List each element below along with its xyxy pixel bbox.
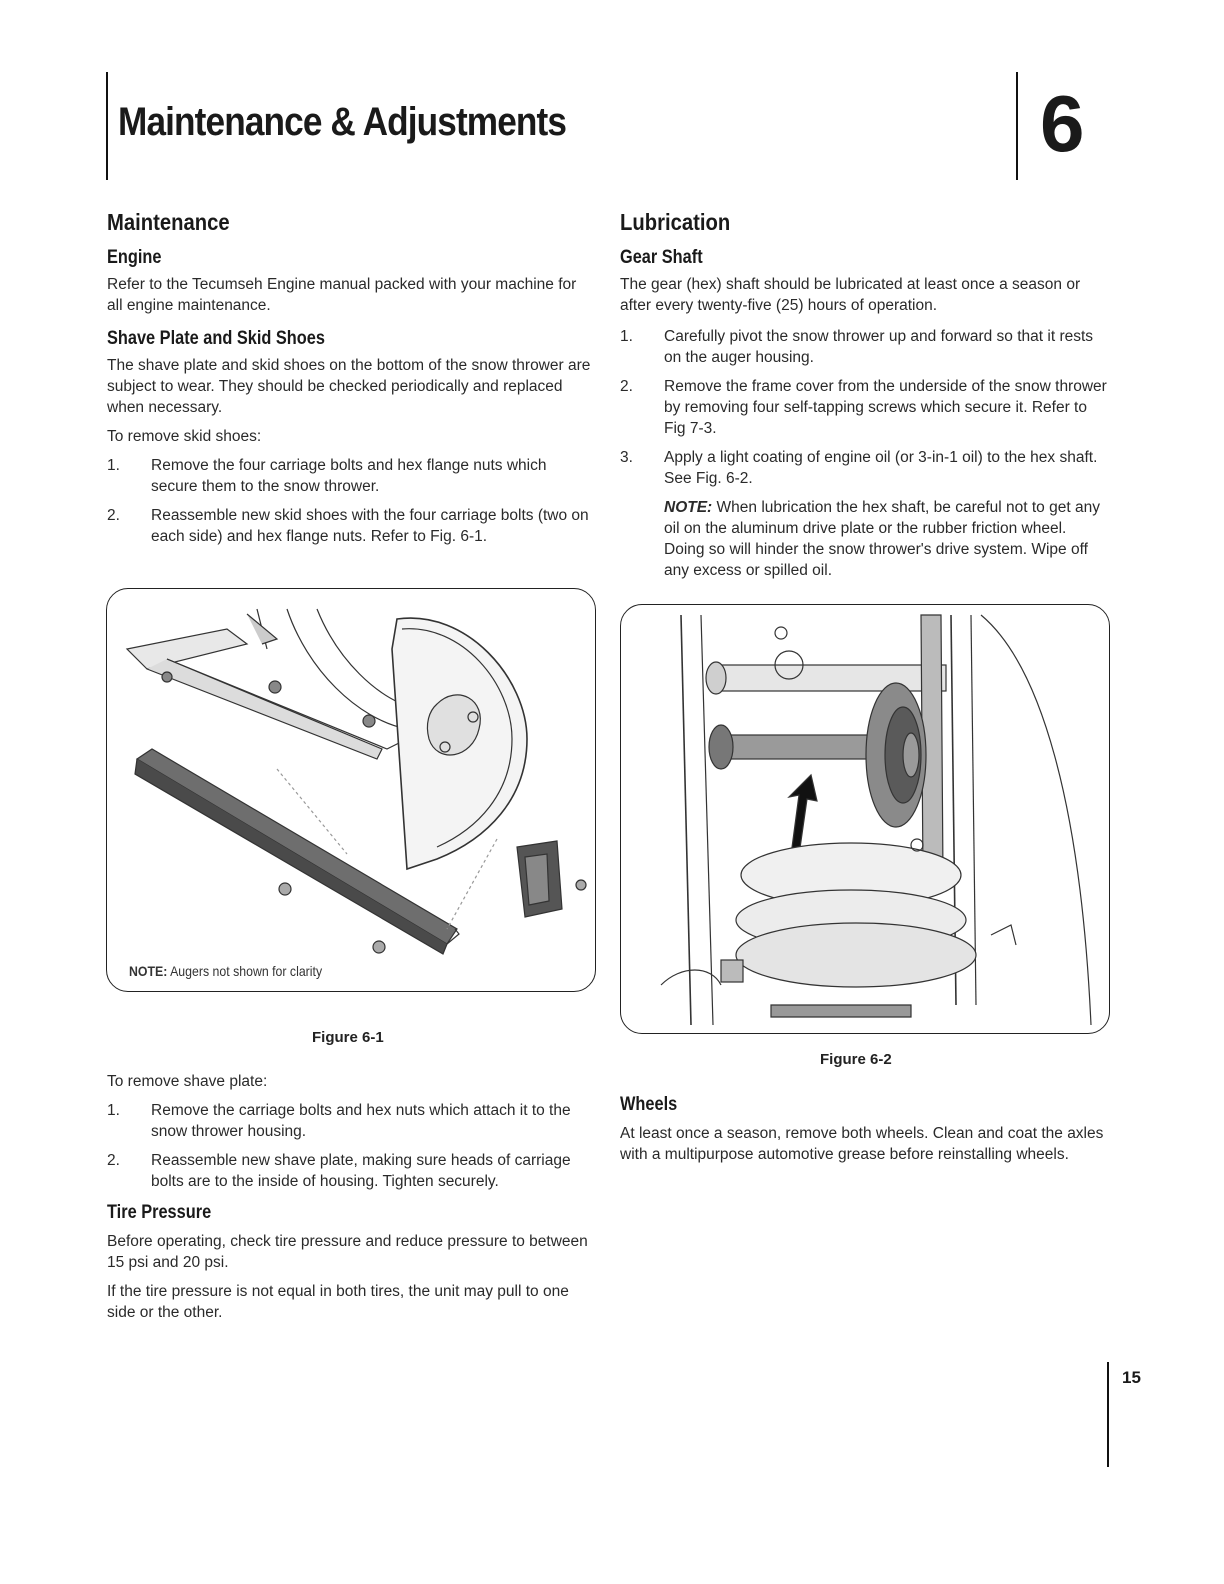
shave-plate-heading: Shave Plate and Skid Shoes [107,328,325,349]
gear-shaft-text: The gear (hex) shaft should be lubricated at least once a season or after every twenty-five (25) hours of operation. [620,276,1081,314]
skid-intro: To remove skid shoes: [107,428,262,445]
page-number-rule [1107,1362,1109,1467]
page-title: Maintenance & Adjustments [118,100,567,144]
tire-text-1: Before operating, check tire pressure and reduce pressure to between 15 psi and 20 psi. [107,1233,588,1271]
list-item: 1. Remove the four carriage bolts and hex flange nuts which secure them to the snow thrower. [107,457,547,495]
figure-6-2-caption: Figure 6-2 [820,1051,892,1068]
list-item: 3. Apply a light coating of engine oil (or 3-in-1 oil) to the hex shaft. See Fig. 6-2. [620,449,1098,487]
skid-steps [107,455,592,547]
skid-shoe-illustration [107,589,595,991]
left-column-top [107,209,592,555]
gear-shaft-illustration [621,605,1109,1033]
list-item: 2. Reassemble new skid shoes with the four carriage bolts (two on each side) and hex flange nuts. Refer to Fig. 6-1. [107,507,589,545]
tire-text-2: If the tire pressure is not equal in both tires, the unit may pull to one side or the other. [107,1283,569,1321]
engine-heading: Engine [107,247,162,268]
page-number: 15 [1122,1368,1141,1387]
lubrication-note: NOTE: When lubrication the hex shaft, be careful not to get any oil on the aluminum drive plate or the rubber friction wheel. Doing so will hinder the snow thrower's drive system. Wipe off any excess or spilled oil. [664,499,1100,579]
figure-note: NOTE: Augers not shown for clarity [129,963,323,979]
list-item: 1. Carefully pivot the snow thrower up and forward so that it rests on the auger housing. [620,328,1094,366]
plate-intro: To remove shave plate: [107,1073,268,1090]
tire-pressure-heading: Tire Pressure [107,1202,212,1223]
maintenance-heading: Maintenance [107,209,230,235]
plate-steps [107,1100,592,1192]
list-item: 2. Reassemble new shave plate, making sure heads of carriage bolts are to the inside of housing. Tighten securely. [107,1152,571,1190]
figure-6-2-image [620,604,1110,1034]
gear-shaft-heading: Gear Shaft [620,247,703,268]
wheels-text: At least once a season, remove both wheels. Clean and coat the axles with a multipurpose automotive grease before reinstalling wheels. [620,1125,1104,1163]
lubrication-heading: Lubrication [620,209,731,235]
chapter-number: 6 [1040,79,1085,168]
wheels-heading: Wheels [620,1094,678,1115]
figure-6-1-caption: Figure 6-1 [312,1029,384,1046]
list-item: 2. Remove the frame cover from the underside of the snow thrower by removing four self-tapping screws which secure it. Refer to Fig 7-3. [620,378,1107,437]
left-column-bottom [107,1071,592,1331]
title-rule [106,72,108,180]
list-item: 1. Remove the carriage bolts and hex nuts which attach it to the snow thrower housing. [107,1102,571,1140]
chapter-rule [1016,72,1018,180]
engine-text: Refer to the Tecumseh Engine manual packed with your machine for all engine maintenance. [107,276,577,314]
figure-6-1-image [106,588,596,992]
gear-steps [620,326,1110,489]
shave-plate-text: The shave plate and skid shoes on the bottom of the snow thrower are subject to wear. They should be checked periodically and replaced when necessary. [107,357,591,416]
right-column-bottom [620,1094,1110,1173]
right-column-top [620,209,1110,589]
